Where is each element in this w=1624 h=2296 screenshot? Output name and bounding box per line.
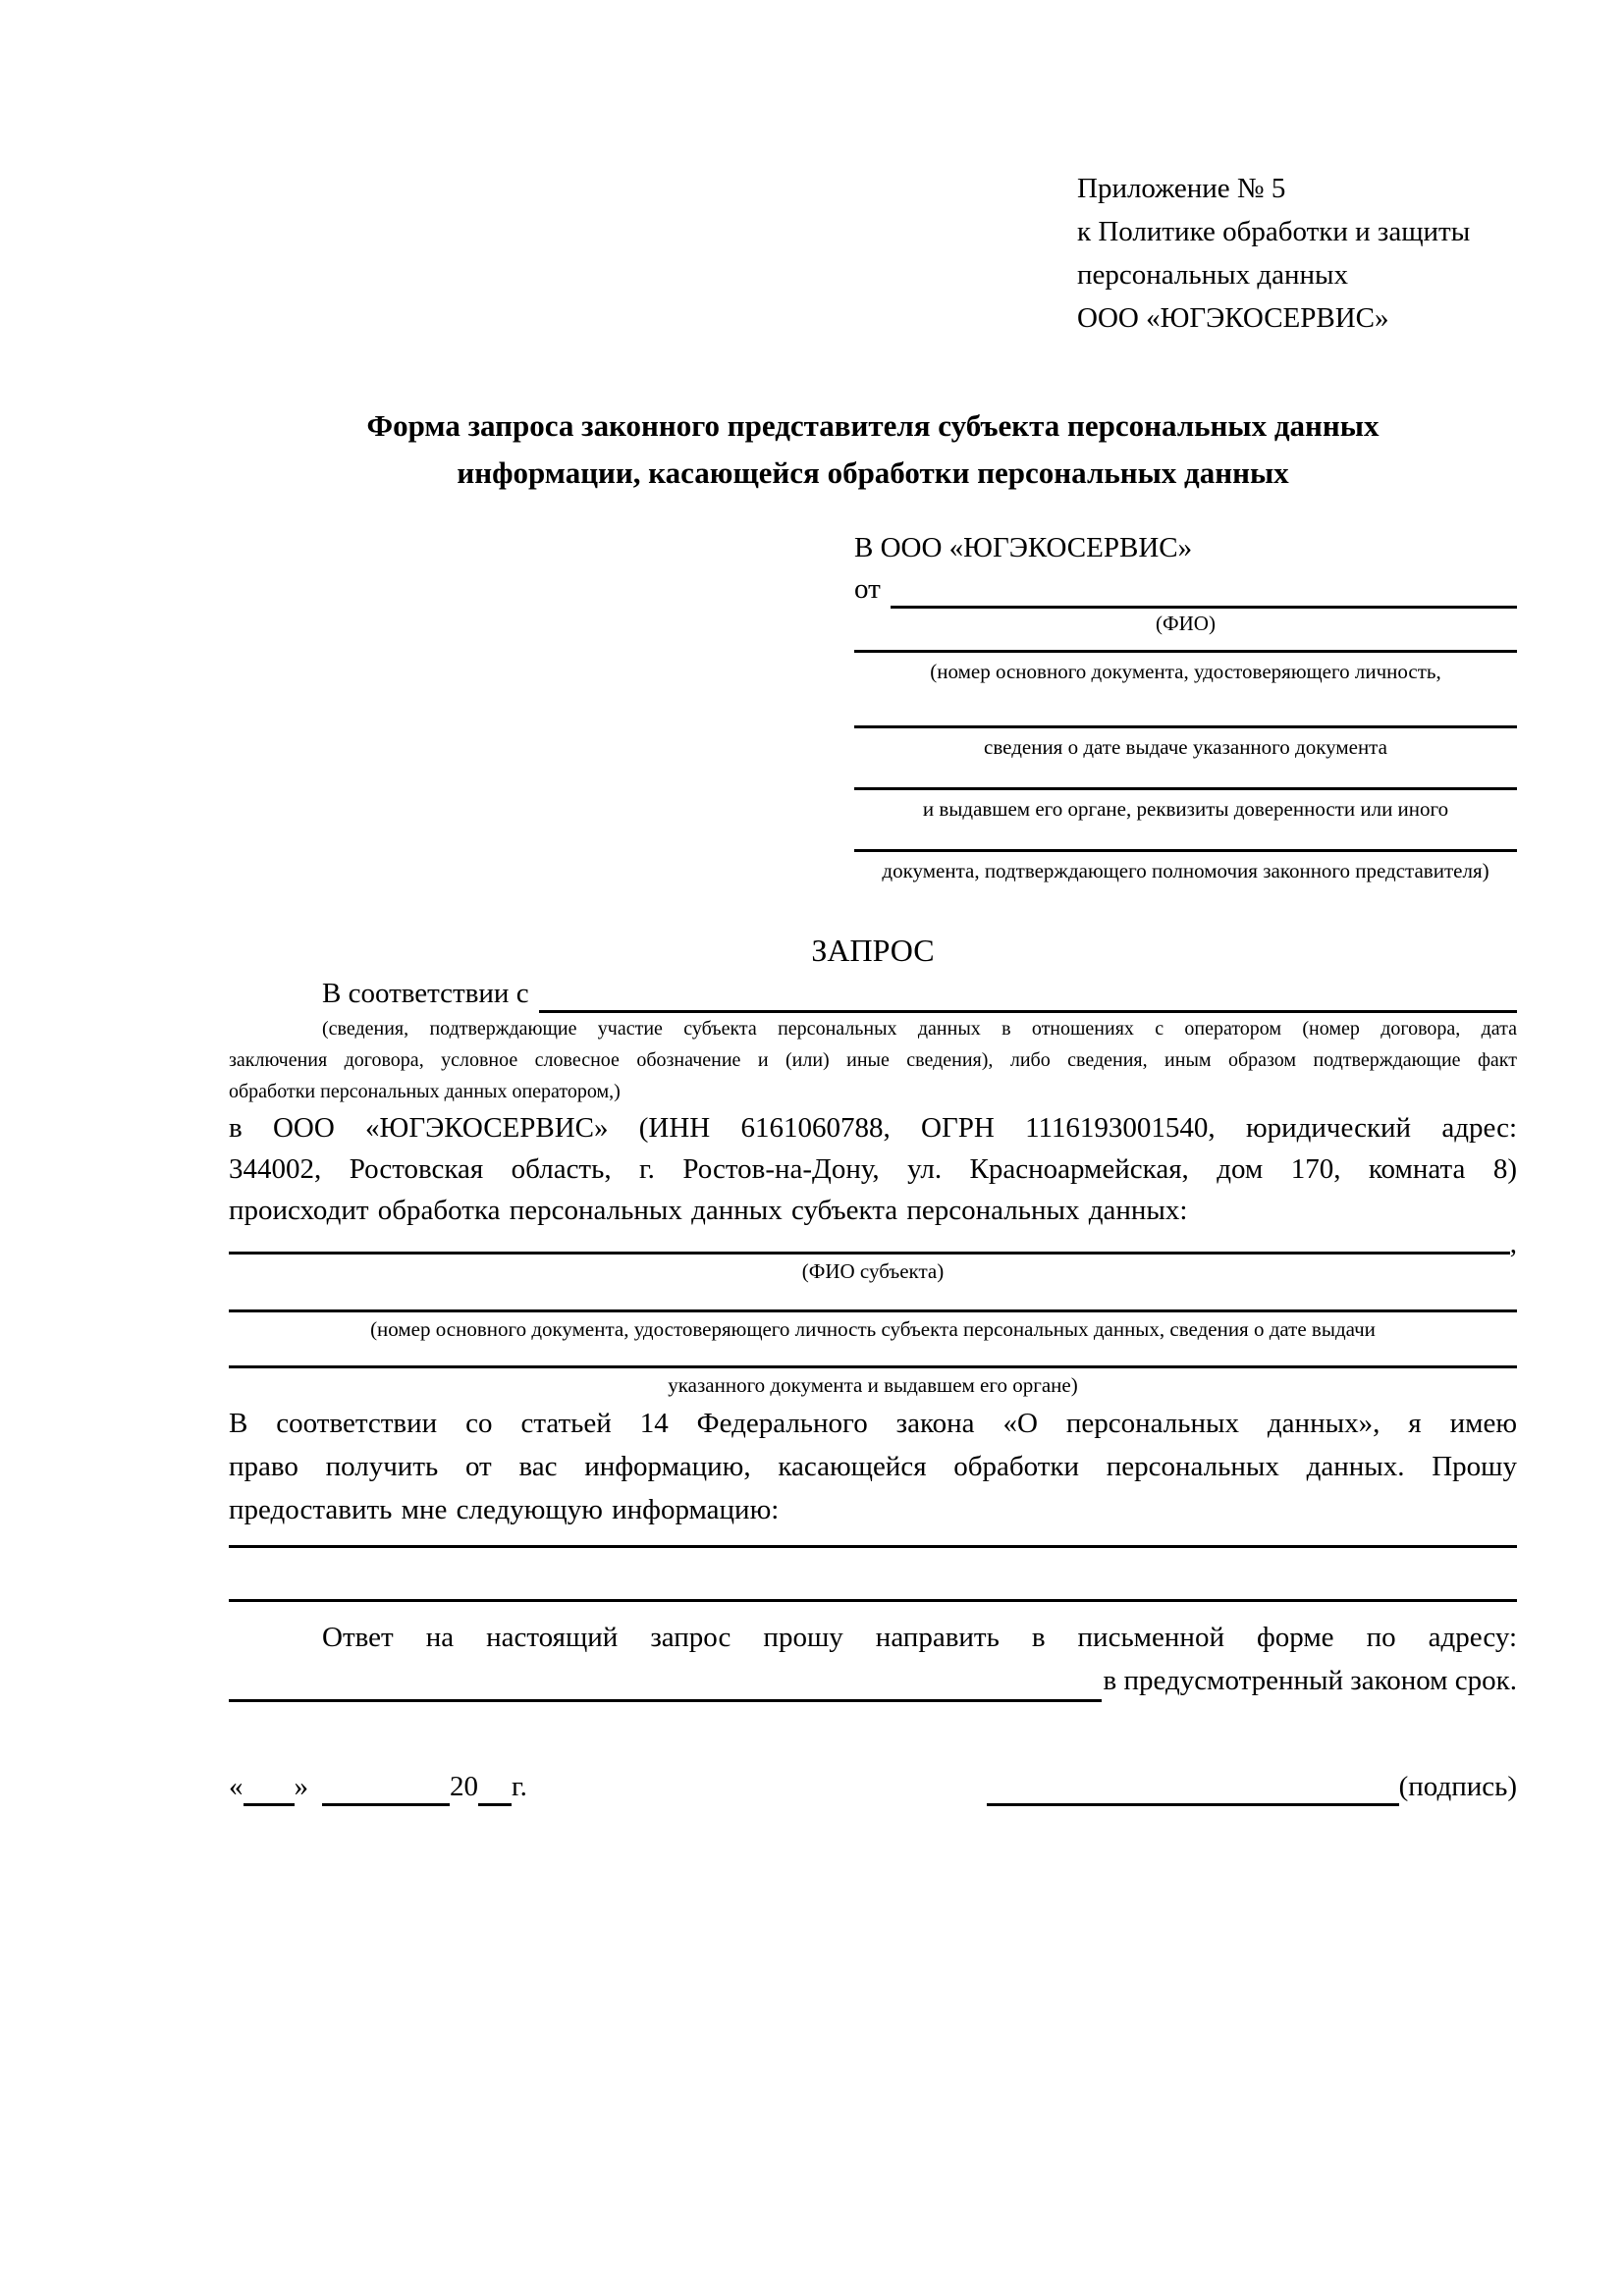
subject-doc-blank-line	[229, 1309, 1517, 1312]
field-issue-date	[854, 725, 1517, 760]
signature-caption: (подпись)	[1398, 1771, 1517, 1802]
subject-doc-caption: указанного документа и выдавшем его органе)	[668, 1373, 1078, 1397]
fio-caption: (ФИО)	[1156, 612, 1216, 635]
appendix-line: Приложение № 5	[1077, 173, 1286, 204]
document-title-line: Форма запроса законного представителя субъекта персональных данных	[366, 408, 1380, 443]
in-accordance-row	[229, 974, 1517, 1013]
document-title	[229, 402, 1517, 497]
addressee-block	[854, 526, 1517, 883]
document-title-line: информации, касающейся обработки персональных данных	[457, 455, 1289, 490]
field-issuing-authority	[854, 787, 1517, 822]
field-authority-document	[854, 849, 1517, 883]
signature-blank-line	[987, 1770, 1399, 1806]
subject-doc-caption: (номер основного документа, удостоверяющего личность субъекта персональных данных, сведения о дате выдачи	[370, 1317, 1376, 1341]
subject-fio-caption: (ФИО субъекта)	[801, 1259, 945, 1283]
fio-blank-line	[891, 570, 1517, 609]
appendix-line: персональных данных	[1077, 259, 1349, 291]
year-blank-line	[478, 1770, 512, 1806]
article-paragraph-line: право получить от вас информацию, касающейся обработки персональных данных. Прошу	[229, 1451, 1517, 1482]
date-signature-row	[229, 1767, 1517, 1806]
day-blank-line	[244, 1770, 295, 1806]
field-caption: и выдавшем его органе, реквизиты доверенности или иного	[922, 797, 1449, 821]
appendix-line: к Политике обработки и защиты	[1077, 216, 1471, 247]
subject-fio-blank-line	[229, 1240, 1510, 1255]
subject-doc-blank-line	[229, 1365, 1517, 1368]
reply-tail: в предусмотренный законом срок.	[1103, 1665, 1517, 1696]
basis-blank-line	[539, 975, 1517, 1013]
request-heading: ЗАПРОС	[811, 933, 935, 968]
field-doc-number	[854, 650, 1517, 684]
reply-address-row	[229, 1659, 1517, 1702]
field-caption: (номер основного документа, удостоверяющего личность,	[930, 660, 1441, 683]
document-content	[229, 0, 1517, 1806]
subject-fio-row	[229, 1228, 1517, 1259]
trailing-comma: ,	[1509, 1228, 1517, 1259]
blank-line	[854, 650, 1517, 653]
operator-paragraph-line: 344002, Ростовская область, г. Ростов-на-Дону, ул. Красноармейская, дом 170, комната 8)	[229, 1153, 1517, 1185]
appendix-line: ООО «ЮГЭКОСЕРВИС»	[1077, 302, 1389, 334]
operator-paragraph-line: в ООО «ЮГЭКОСЕРВИС» (ИНН 6161060788, ОГРН 1116193001540, юридический адрес:	[229, 1112, 1517, 1144]
blank-line	[854, 849, 1517, 852]
basis-caption-line: обработки персональных данных оператором,)	[229, 1081, 621, 1102]
address-blank-line	[229, 1664, 1102, 1702]
month-blank-line	[322, 1770, 450, 1806]
field-caption: сведения о дате выдаче указанного документа	[984, 735, 1387, 759]
basis-caption-line: (сведения, подтверждающие участие субъекта персональных данных в отношениях с оператором (номер договора, дата	[322, 1018, 1517, 1040]
field-caption: документа, подтверждающего полномочия законного представителя)	[882, 859, 1489, 882]
article-paragraph-line: предоставить мне следующую информацию:	[229, 1494, 780, 1525]
article-paragraph-line: В соответствии со статьей 14 Федерального закона «О персональных данных», я имею	[229, 1408, 1517, 1439]
blank-line	[854, 725, 1517, 728]
signature-group	[987, 1767, 1517, 1806]
open-quote: «	[229, 1771, 244, 1802]
close-quote: »	[294, 1771, 308, 1802]
from-row	[854, 569, 1517, 609]
blank-line	[854, 787, 1517, 790]
information-blank-line	[229, 1545, 1517, 1548]
from-label: от	[854, 573, 881, 605]
appendix-header-block	[1077, 167, 1517, 340]
operator-paragraph-line: происходит обработка персональных данных субъекта персональных данных:	[229, 1195, 1188, 1226]
information-blank-line	[229, 1599, 1517, 1602]
basis-caption-line: заключения договора, условное словесное обозначение и (или) иные сведения), либо сведения, иным образом подтверждающие факт	[229, 1049, 1517, 1071]
date-group	[229, 1767, 527, 1806]
year-prefix: 20	[450, 1771, 478, 1802]
reply-paragraph: Ответ на настоящий запрос прошу направить в письменной форме по адресу:	[322, 1622, 1517, 1653]
year-suffix: г.	[512, 1771, 527, 1802]
addressee-to: В ООО «ЮГЭКОСЕРВИС»	[854, 532, 1193, 563]
in-accordance-label: В соответствии с	[322, 978, 529, 1009]
